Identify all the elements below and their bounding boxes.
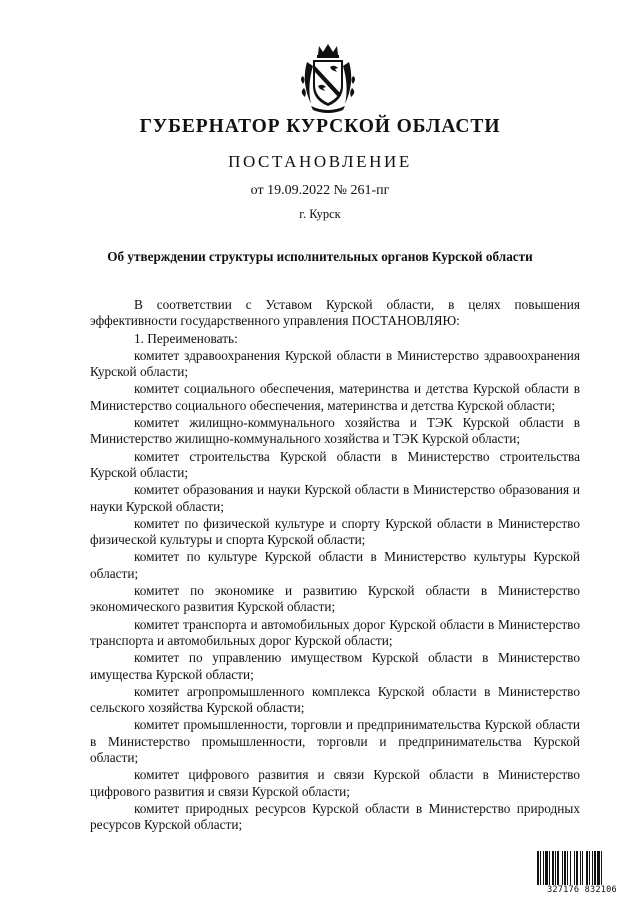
barcode-bar: [540, 851, 541, 885]
barcode-bar: [552, 851, 554, 885]
city: г. Курск: [299, 207, 341, 221]
rename-item: комитет по физической культуре и спорту Курской области в Министерство физической культуры и спорта Курской области;: [90, 515, 580, 548]
barcode-bar: [586, 851, 588, 885]
barcode-bar: [592, 851, 593, 885]
barcode-bar: [594, 851, 596, 885]
barcode-bar: [576, 851, 578, 885]
rename-item: комитет строительства Курской области в Министерство строительства Курской области;: [90, 448, 580, 480]
rename-item: комитет по управлению имуществом Курской области в Министерство имущества Курской области;: [90, 650, 580, 682]
rename-item: комитет агропромышленного комплекса Курской области в Министерство сельского хозяйства Курской области;: [90, 683, 580, 716]
barcode-bar: [537, 851, 539, 885]
decree-subject: Об утверждении структуры исполнительных органов Курской области: [107, 249, 533, 264]
rename-item: комитет образования и науки Курской области в Министерство образования и науки Курской области;: [90, 482, 580, 514]
rename-item: комитет цифрового развития и связи Курской области в Министерство цифрового развития и связи Курской области;: [90, 767, 580, 799]
rename-item: комитет промышленности, торговли и предпринимательства Курской области в Министерство промышленности, торговли и предпринимательства Курской области;: [90, 717, 580, 766]
barcode-bar: [562, 851, 563, 885]
barcode-bar: [549, 851, 550, 885]
barcode: [536, 851, 628, 895]
rename-item: комитет природных ресурсов Курской области в Министерство природных ресурсов Курской области;: [90, 800, 580, 833]
barcode-bar: [567, 851, 568, 885]
barcode-bar: [580, 851, 581, 885]
coat-of-arms-icon: [297, 42, 359, 114]
barcode-bar: [545, 851, 548, 885]
issuer-title: ГУБЕРНАТОР КУРСКОЙ ОБЛАСТИ: [139, 116, 501, 137]
date-and-number: от 19.09.2022 № 261-пг: [250, 183, 390, 198]
barcode-bar: [564, 851, 566, 885]
document-type: ПОСТАНОВЛЕНИЕ: [228, 152, 412, 171]
rename-item: комитет здравоохранения Курской области в Министерство здравоохранения Курской области;: [90, 347, 580, 380]
item-1-heading: 1. Переименовать:: [134, 330, 238, 346]
rename-item: комитет жилищно-коммунального хозяйства и ТЭК Курской области в Министерство жилищно-коммунального хозяйства и ТЭК Курской области;: [90, 415, 580, 447]
barcode-bars: [536, 851, 628, 885]
barcode-bar: [570, 851, 571, 885]
barcode-bar: [555, 851, 556, 885]
barcode-bar: [601, 851, 602, 885]
rename-item: комитет транспорта и автомобильных дорог Курской области в Министерство транспорта и автомобильных дорог Курской области;: [90, 616, 580, 648]
barcode-bar: [557, 851, 559, 885]
barcode-bar: [597, 851, 600, 885]
decree-body: [90, 297, 580, 835]
barcode-bar: [574, 851, 575, 885]
rename-item: комитет социального обеспечения, материнства и детства Курской области в Министерство социального обеспечения, материнства и детства Курской области;: [90, 381, 580, 413]
barcode-number: 327176 832106: [547, 885, 617, 895]
barcode-bar: [543, 851, 544, 885]
rename-item: комитет по экономике и развитию Курской области в Министерство экономического развития Курской области;: [90, 583, 580, 615]
barcode-bar: [589, 851, 590, 885]
barcode-bar: [582, 851, 583, 885]
intro-paragraph: В соответствии с Уставом Курской области, в целях повышения эффективности государственного управления ПОСТАНОВЛЯЮ:: [90, 297, 580, 329]
rename-item: комитет по культуре Курской области в Министерство культуры Курской области;: [90, 549, 580, 581]
